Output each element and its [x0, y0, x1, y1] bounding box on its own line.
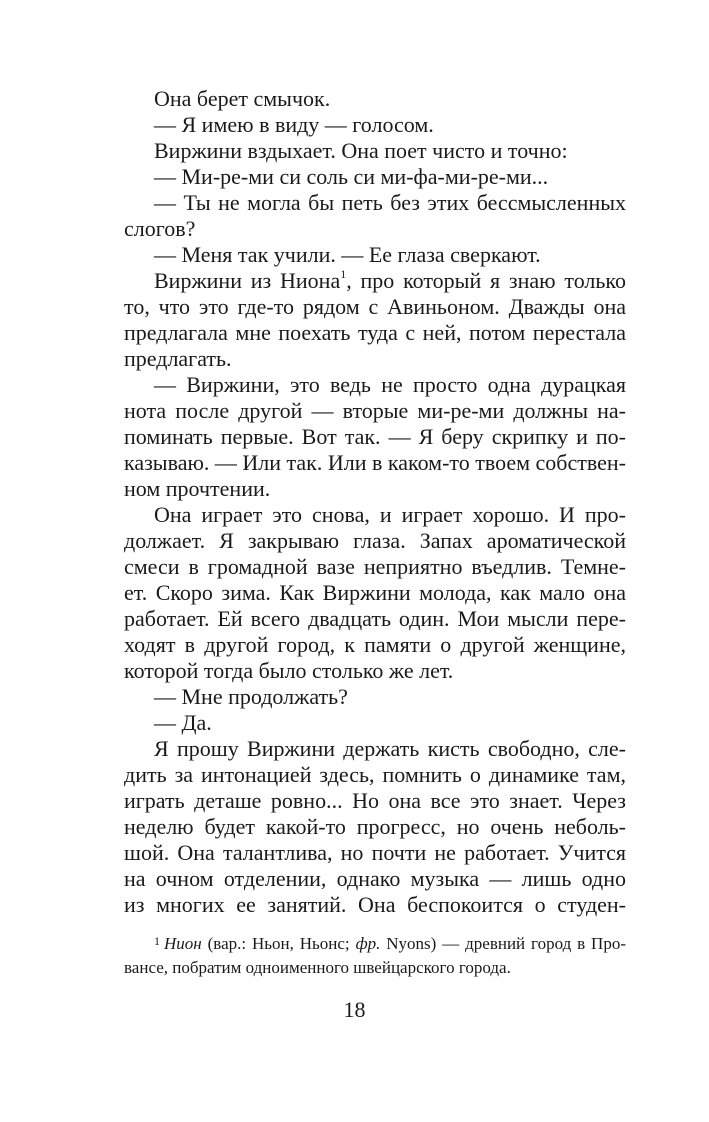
text-line: — Меня так учили. — Ее глаза сверкают.	[154, 242, 541, 267]
footnote-line-2: вансе, побратим одноименного швейцарского города.	[124, 958, 511, 977]
text-line: Она играет это снова, и играет хорошо. И про-	[154, 502, 626, 527]
text-line: — Мне продолжать?	[154, 684, 348, 709]
text-line: — Я имею в виду — голосом.	[154, 112, 434, 137]
text-line: Она берет смычок.	[154, 86, 331, 111]
footnote-variants: (вар.: Ньон, Ньонс;	[201, 934, 356, 953]
text-line	[154, 268, 626, 294]
text-line: дить за интонацией здесь, помнить о динамике там,	[124, 762, 626, 787]
footnote-number: 1	[154, 934, 160, 948]
footnote-description: Nyons) — древний город в Про-	[380, 934, 626, 953]
footnote-lang: фр.	[355, 934, 381, 953]
text-line: — Виржини, это ведь не просто одна дурацкая	[154, 372, 626, 397]
text-line: смеси в громадной вазе неприятно въедлив. Темне-	[124, 554, 626, 579]
text-line: ном прочтении.	[124, 476, 271, 501]
text-line: которой тогда было столько же лет.	[124, 658, 454, 683]
text-line: работает. Ей всего двадцать один. Мои мысли пере-	[124, 606, 626, 631]
footnote-term: Нион	[164, 934, 202, 953]
text-line: казываю. — Или так. Или в каком-то твоем собствен-	[124, 450, 627, 475]
text-line: Виржини вздыхает. Она поет чисто и точно:	[154, 138, 568, 163]
text-line: играть деташе ровно... Но она все это знает. Через	[124, 788, 626, 813]
text-line: из многих ее занятий. Она беспокоится о студен-	[124, 892, 626, 917]
text-line: Я прошу Виржини держать кисть свободно, сле-	[154, 736, 626, 761]
text-line: предлагать.	[124, 346, 232, 371]
text-line: — Ты не могла бы петь без этих бессмысленных	[154, 190, 626, 215]
text-line: — Ми-ре-ми си соль си ми-фа-ми-ре-ми...	[154, 164, 549, 189]
text-line: то, что это где-то рядом с Авиньоном. Дважды она	[124, 294, 626, 319]
page-number: 18	[343, 997, 366, 1022]
text-segment: Виржини из Ниона	[154, 268, 341, 293]
text-line: неделю будет какой-то прогресс, но очень неболь-	[124, 814, 626, 839]
text-line: нота после другой — вторые ми-ре-ми должны на-	[124, 398, 626, 423]
text-line: должает. Я закрываю глаза. Запах ароматической	[124, 528, 626, 553]
text-segment: , про который я знаю только	[346, 268, 626, 293]
text-line: предлагала мне поехать туда с ней, потом перестала	[124, 320, 626, 345]
text-line: ходят в другой город, к памяти о другой женщине,	[124, 632, 626, 657]
footnote-mark: 1	[340, 266, 347, 281]
text-line: шой. Она талантлива, но почти не работает. Учится	[124, 840, 626, 865]
footnote-line-1	[154, 932, 626, 956]
text-line: слогов?	[124, 216, 196, 241]
text-line: ет. Скоро зима. Как Виржини молода, как мало она	[124, 580, 626, 605]
text-line: поминать первые. Вот так. — Я беру скрипку и по-	[124, 424, 626, 449]
text-line: на очном отделении, однако музыка — лишь одно	[124, 866, 626, 891]
text-line: — Да.	[154, 710, 212, 735]
